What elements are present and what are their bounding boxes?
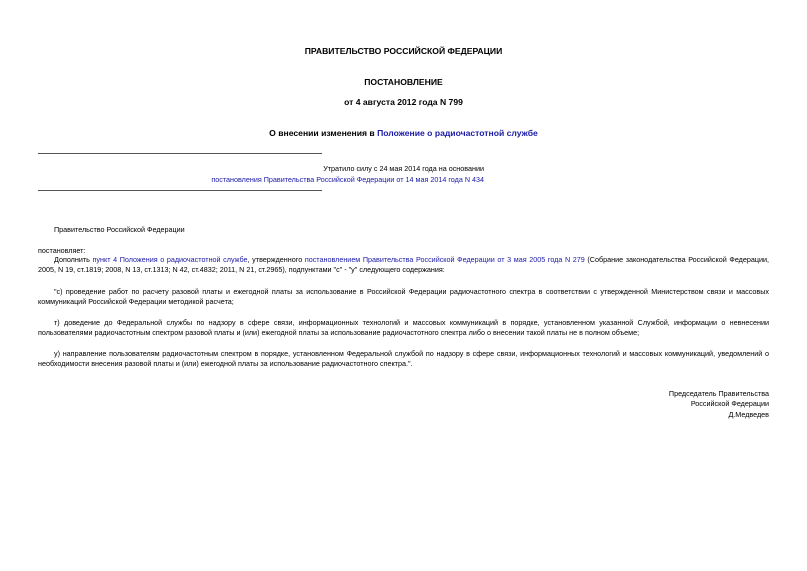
- regulation-link[interactable]: Положение о радиочастотной службе: [377, 128, 538, 138]
- p1-text-b: , утвержденного: [247, 255, 305, 264]
- repeal-notice-text: Утратило силу с 24 мая 2014 года на основании: [323, 164, 484, 173]
- clause-link[interactable]: пункт 4 Положения о радиочастотной службе: [92, 255, 248, 264]
- paragraph-main: [38, 255, 769, 276]
- doc-title: [0, 128, 807, 138]
- paragraph-u: у) направление пользователям радиочастотным спектром в порядке, установленном Федеральной службой по надзору в сфере связи, информационных технологий и массовых коммуникаций, уведомлений о необходимости внесения разовой платы и (или) ежегодной платы за использование радиочастотного спектра.".: [38, 349, 769, 369]
- signature-title: Председатель Правительства: [668, 389, 769, 398]
- government-line: Правительство Российской Федерации: [54, 225, 185, 234]
- repeal-decree-link[interactable]: постановления Правительства Российской Федерации от 14 мая 2014 года N 434: [211, 175, 484, 184]
- paragraph-t: т) доведение до Федеральной службы по надзору в сфере связи, информационных технологий и массовых коммуникаций в порядке, установленном указанной Службой, информации о невнесении пользователями радиочастотным спектром разовой платы и (или) ежегодной платы за использование радиочастотного спектра либо о внесении такой платы не в полном объеме;: [38, 318, 769, 338]
- decree-word: постановляет:: [38, 246, 86, 255]
- signature-block: [529, 389, 769, 420]
- signature-org: Российской Федерации: [690, 399, 769, 409]
- org-heading: ПРАВИТЕЛЬСТВО РОССИЙСКОЙ ФЕДЕРАЦИИ: [304, 46, 503, 56]
- p1-text-c: (Собрание законодательства Российской Федерации, 2005, N 19, ст.1819; 2008, N 13, ст.1313; N 42, ст.4832; 2011, N 21, ст.2965), подпунктами "с" - "у" следующего содержания:: [38, 255, 769, 275]
- divider-top: [38, 153, 322, 154]
- doc-title-prefix: О внесении изменения в: [269, 128, 378, 138]
- repeal-notice: [200, 163, 484, 185]
- decree-279-link[interactable]: постановлением Правительства Российской Федерации от 3 мая 2005 года N 279: [304, 255, 585, 264]
- signature-name: Д.Медведев: [728, 409, 769, 419]
- date-number-heading: от 4 августа 2012 года N 799: [344, 97, 463, 107]
- p1-text-a: Дополнить: [54, 255, 93, 264]
- divider-bottom: [38, 190, 322, 191]
- paragraph-c: "с) проведение работ по расчету разовой платы и ежегодной платы за использование в Российской Федерации радиочастотного спектра в соответствии с утвержденной Министерством связи и массовых коммуникаций Российской Федерации методикой расчета;: [38, 287, 769, 307]
- doc-type-heading: ПОСТАНОВЛЕНИЕ: [364, 77, 443, 87]
